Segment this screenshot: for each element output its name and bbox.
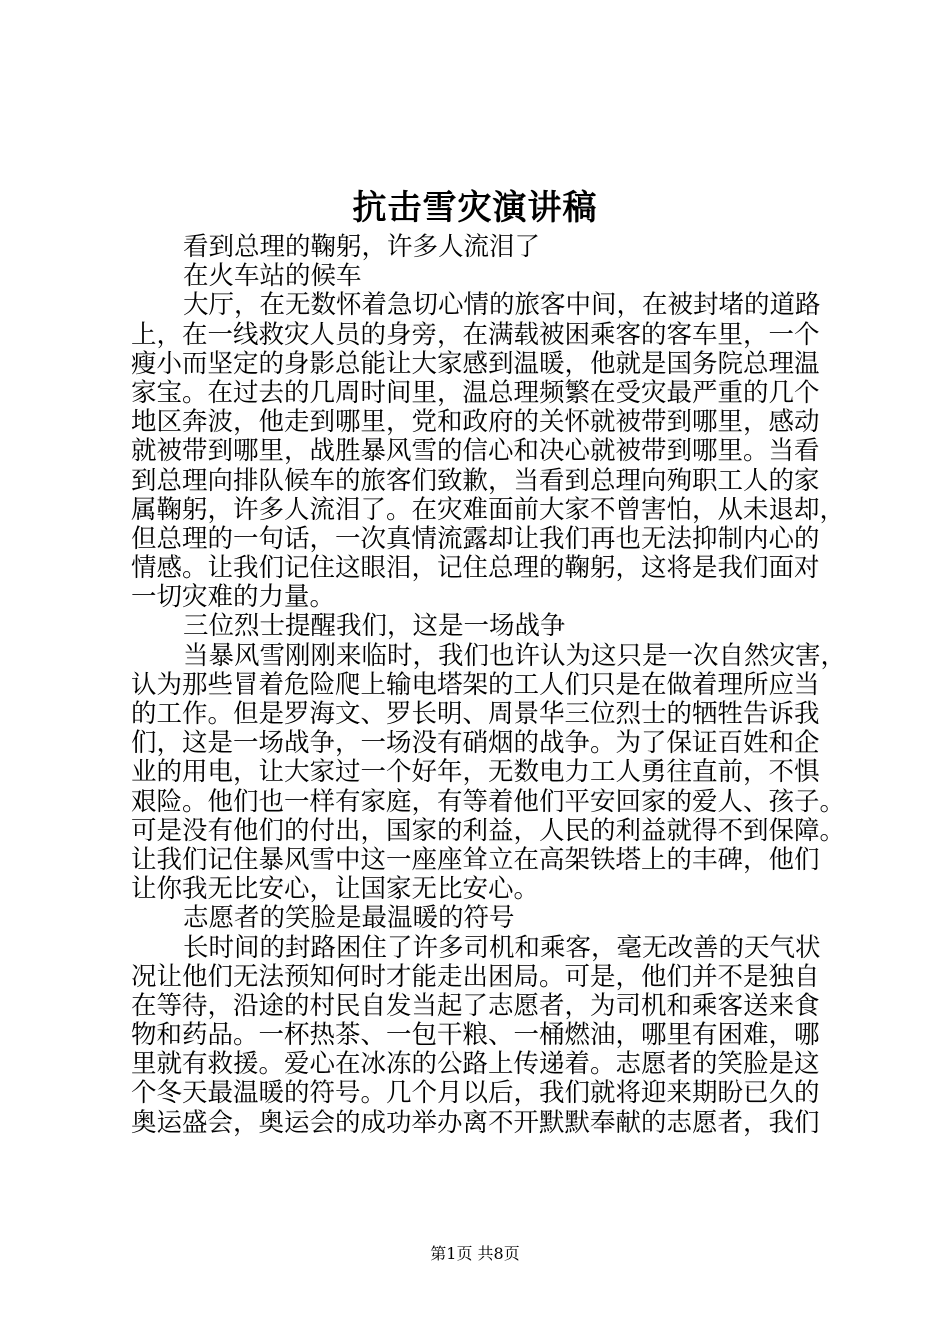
text-line: 在火车站的候车 <box>183 261 362 292</box>
text-line: 志愿者的笑脸是最温暖的符号 <box>183 903 515 934</box>
text-line: 奥运盛会，奥运会的成功举办离不开默默奉献的志愿者，我们 <box>131 1107 820 1138</box>
document-body <box>131 232 847 1138</box>
page-title: 抗击雪灾演讲稿 <box>352 188 598 228</box>
text-line: 长时间的封路困住了许多司机和乘客，毫无改善的天气状 <box>183 932 821 963</box>
text-line: 个冬天最温暖的符号。几个月以后，我们就将迎来期盼已久的 <box>131 1078 820 1109</box>
text-line: 里就有救援。爱心在冰冻的公路上传递着。志愿者的笑脸是这 <box>131 1049 820 1080</box>
text-line: 一切灾难的力量。 <box>131 582 336 613</box>
text-line: 大厅，在无数怀着急切心情的旅客中间，在被封堵的道路 <box>183 290 821 321</box>
text-line: 上，在一线救灾人员的身旁，在满载被困乘客的客车里，一个 <box>131 319 820 350</box>
text-line: 可是没有他们的付出，国家的利益，人民的利益就得不到保障。 <box>131 815 846 846</box>
text-line: 况让他们无法预知何时才能走出困局。可是，他们并不是独自 <box>131 961 820 992</box>
text-line: 但总理的一句话，一次真情流露却让我们再也无法抑制内心的 <box>131 523 820 554</box>
text-line: 瘦小而坚定的身影总能让大家感到温暖，他就是国务院总理温 <box>131 348 820 379</box>
text-line: 地区奔波，他走到哪里，党和政府的关怀就被带到哪里，感动 <box>131 407 820 438</box>
text-line: 到总理向排队候车的旅客们致歉，当看到总理向殉职工人的家 <box>131 465 820 496</box>
text-line: 业的用电，让大家过一个好年，无数电力工人勇往直前，不惧 <box>131 757 820 788</box>
text-line: 认为那些冒着危险爬上输电塔架的工人们只是在做着理所应当 <box>131 669 820 700</box>
text-line: 让我们记住暴风雪中这一座座耸立在高架铁塔上的丰碑，他们 <box>131 844 820 875</box>
text-line: 就被带到哪里，战胜暴风雪的信心和决心就被带到哪里。当看 <box>131 436 820 467</box>
text-line: 三位烈士提醒我们，这是一场战争 <box>183 611 566 642</box>
text-line: 艰险。他们也一样有家庭，有等着他们平安回家的爱人、孩子。 <box>131 786 846 817</box>
text-line: 当暴风雪刚刚来临时，我们也许认为这只是一次自然灾害， <box>183 640 847 671</box>
text-line: 情感。让我们记住这眼泪，记住总理的鞠躬，这将是我们面对 <box>131 553 820 584</box>
page-indicator: 第1页 共8页 <box>430 1244 520 1263</box>
text-line: 们，这是一场战争，一场没有硝烟的战争。为了保证百姓和企 <box>131 728 820 759</box>
text-line: 的工作。但是罗海文、罗长明、周景华三位烈士的牺牲告诉我 <box>131 699 820 729</box>
text-line: 物和药品。一杯热茶、一包干粮、一桶燃油，哪里有困难，哪 <box>131 1020 820 1051</box>
text-line: 属鞠躬，许多人流泪了。在灾难面前大家不曾害怕，从未退却， <box>131 494 846 525</box>
text-line: 家宝。在过去的几周时间里，温总理频繁在受灾最严重的几个 <box>131 377 820 408</box>
text-line: 让你我无比安心，让国家无比安心。 <box>131 874 540 905</box>
text-line: 看到总理的鞠躬，许多人流泪了 <box>183 232 541 262</box>
text-line: 在等待，沿途的村民自发当起了志愿者，为司机和乘客送来食 <box>131 990 820 1021</box>
